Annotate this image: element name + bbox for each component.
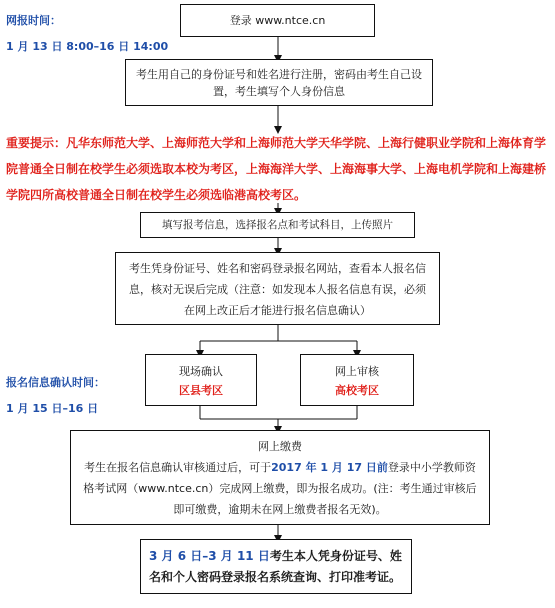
step-onsite-confirm — [145, 354, 257, 406]
onsite-area: 区县考区 — [179, 384, 223, 397]
reg-time-label: 网报时间： — [6, 14, 61, 27]
step-login — [180, 4, 375, 37]
payment-text-post: 登录中小学教师资格考试网（www.ntce.cn）完成网上缴费，即为报名成功。(注：考生通过审核后即可缴费，逾期未在网上缴费者报名无效)。 — [83, 461, 477, 516]
online-area: 高校考区 — [335, 384, 379, 397]
step-payment — [70, 430, 490, 525]
confirm-time-label: 报名信息确认时间： — [6, 376, 105, 389]
payment-deadline: 2017 年 1 月 17 日前 — [271, 461, 388, 474]
reg-time-value: 1 月 13 日 8:00–16 日 14:00 — [6, 40, 169, 53]
step-register-text: 考生用自己的身份证号和姓名进行注册，密码由考生自己设置，考生填写个人身份信息 — [136, 68, 422, 98]
step-fill-info-text: 填写报考信息，选择报名点和考试科目，上传照片 — [162, 219, 393, 231]
step-verify-text: 考生凭身份证号、姓名和密码登录报名网站，查看本人报名信息，核对无误后完成（注意：如发现本人报名信息有误，必须在网上改正后才能进行报名信息确认） — [129, 262, 426, 317]
print-date-range: 3 月 6 日–3 月 11 日 — [149, 549, 270, 563]
confirm-time-value: 1 月 15 日–16 日 — [6, 402, 99, 415]
step-register — [125, 59, 433, 106]
important-notice: 重要提示：凡华东师范大学、上海师范大学和上海师范大学天华学院、上海行健职业学院和上海体育学院普通全日制在校学生必须选取本校为考区，上海海洋大学、上海海事大学、上海电机学院和上海建桥学院四所高校普通全日制在校学生必须选临港高校考区。 — [6, 136, 547, 202]
print-text: 考生本人凭身份证号、姓名和个人密码登录报名系统查询、打印准考证。 — [149, 549, 402, 584]
onsite-title: 现场确认 — [179, 365, 223, 378]
step-online-review — [300, 354, 414, 406]
online-title: 网上审核 — [335, 365, 379, 378]
payment-title: 网上缴费 — [258, 440, 302, 453]
step-verify — [115, 252, 440, 325]
step-fill-info — [140, 212, 415, 238]
step-login-text: 登录 www.ntce.cn — [229, 14, 326, 27]
step-print-ticket — [140, 539, 412, 594]
payment-text-pre: 考生在报名信息确认审核通过后，可于 — [84, 461, 272, 474]
